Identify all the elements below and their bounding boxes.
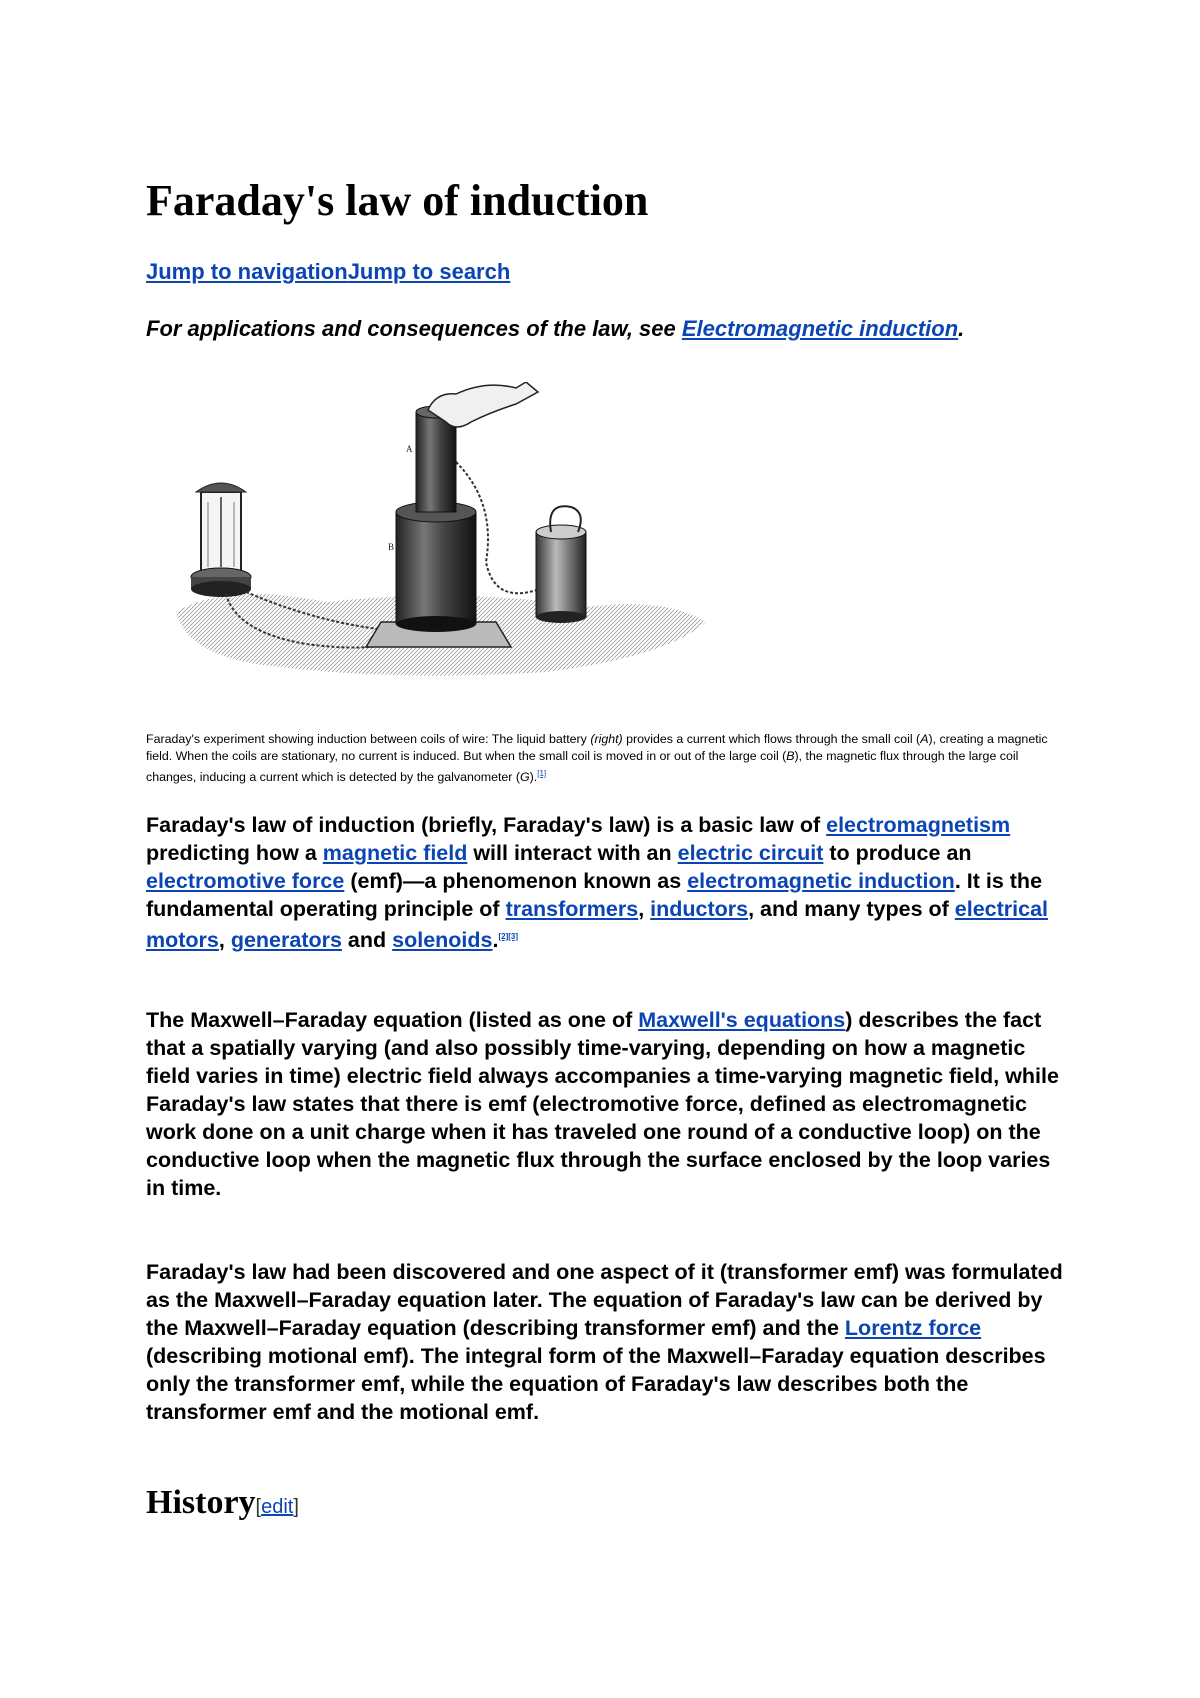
electromagnetism-link[interactable]: electromagnetism <box>826 813 1011 837</box>
motors-link[interactable]: motors <box>146 928 219 953</box>
caption-b: B <box>786 749 795 763</box>
page-title: Faraday's law of induction <box>146 176 649 225</box>
history-heading-text: History <box>146 1484 256 1521</box>
liquid-battery-icon <box>536 506 586 623</box>
p1-text-5: (emf)—a phenomenon known as <box>344 869 688 893</box>
p1-text-1: Faraday's law of induction (briefly, Faraday's law) is a basic law of <box>146 813 827 837</box>
figure-caption <box>146 731 1066 786</box>
hatnote-text: For applications and consequences of the law, see <box>146 316 682 341</box>
p1-text-8: , and many types of <box>748 897 955 921</box>
magnetic-field-link[interactable]: magnetic field <box>322 841 468 865</box>
p1-text-2: predicting how a <box>146 841 323 865</box>
electrical-link[interactable]: electrical <box>954 897 1049 921</box>
history-heading <box>146 1483 299 1527</box>
electric-circuit-link[interactable]: electric circuit <box>677 841 824 865</box>
edit-bracket-open: [ <box>255 1496 262 1518</box>
edit-section-link[interactable]: edit <box>261 1496 294 1518</box>
coil-label-a: A <box>406 444 413 454</box>
derivation-paragraph <box>146 1258 1066 1426</box>
small-coil-icon <box>416 412 456 512</box>
inductors-link[interactable]: inductors <box>650 897 749 921</box>
p1-text-7: , <box>638 897 651 921</box>
jump-links <box>146 258 510 286</box>
maxwells-equations-link[interactable]: Maxwell's equations <box>638 1008 846 1032</box>
hand-icon <box>428 382 538 427</box>
faraday-experiment-illustration <box>166 382 726 682</box>
maxwell-faraday-paragraph <box>146 1006 1066 1202</box>
p1-text-12: . <box>492 928 499 953</box>
caption-text-1: Faraday's experiment showing induction between coils of wire: The liquid battery <box>146 732 591 746</box>
p1-text-6: . It is the fundamental operating principle of <box>146 869 1043 921</box>
edit-bracket-close: ] <box>293 1496 299 1518</box>
p3-text-1: Faraday's law had been discovered and one aspect of it (transformer emf) was formulated as the Maxwell–Faraday equation later. The equation of Faraday's law can be derived by the Maxwell–Faraday equation (describing transformer emf) and the <box>146 1260 1063 1340</box>
electromagnetic-induction-link[interactable]: Electromagnetic induction <box>681 316 959 341</box>
p1-text-4: to produce an <box>823 841 972 865</box>
electromagnetic-induction-link-2[interactable]: electromagnetic induction <box>687 869 955 893</box>
transformers-link[interactable]: transformers <box>505 897 639 921</box>
p1-text-11: and <box>341 928 393 953</box>
caption-text-2: provides a current which flows through the small coil ( <box>622 732 921 746</box>
caption-right: (right) <box>590 732 623 746</box>
hatnote <box>146 315 964 343</box>
p1-reference[interactable]: [2][3] <box>498 932 519 941</box>
electromotive-force-link[interactable]: electromotive force <box>146 869 345 893</box>
hatnote-end: . <box>958 316 965 341</box>
jump-to-navigation-link[interactable]: Jump to navigation <box>146 259 348 284</box>
history-edit-section <box>256 1496 299 1518</box>
caption-text-5: ). <box>529 770 538 785</box>
caption-a: A <box>920 732 929 746</box>
caption-reference[interactable]: [1] <box>537 769 547 778</box>
intro-paragraph <box>146 811 1066 954</box>
generators-link[interactable]: generators <box>230 928 342 953</box>
caption-g: G <box>520 770 530 785</box>
lorentz-force-link[interactable]: Lorentz force <box>844 1316 982 1340</box>
caption-text-3: ), creating a magnetic field. When the coils are stationary, no current is induced. But when the small coil is moved in or out of the large coil ( <box>146 732 1048 763</box>
galvanometer-icon <box>191 483 251 597</box>
p2-text-2: ) describes the fact that a spatially varying (and also possibly time-varying, depending on how a magnetic field varies in time) electric field always accompanies a time-varying magnetic field, while Faraday's law states that there is emf (electromotive force, defined as electromagnetic work done on a unit charge when it has traveled one round of a conductive loop) on the conductive loop when the magnetic flux through the surface enclosed by the loop varies in time. <box>146 1008 1059 1200</box>
p3-text-2: (describing motional emf). The integral form of the Maxwell–Faraday equation describes only the transformer emf, while the equation of Faraday's law describes both the transformer emf and the motional emf. <box>146 1344 1046 1424</box>
large-coil-icon <box>396 512 476 624</box>
coil-label-b: B <box>388 542 395 552</box>
solenoids-link[interactable]: solenoids <box>392 928 493 953</box>
jump-to-search-link[interactable]: Jump to search <box>347 259 511 284</box>
p2-text-1: The Maxwell–Faraday equation (listed as one of <box>146 1008 639 1032</box>
caption-text-4: ), the magnetic flux through the large coil changes, inducing a current which is detected by the galvanometer ( <box>146 749 1019 785</box>
p1-text-3: will interact with an <box>467 841 678 865</box>
p1-text-10: , <box>218 928 231 953</box>
